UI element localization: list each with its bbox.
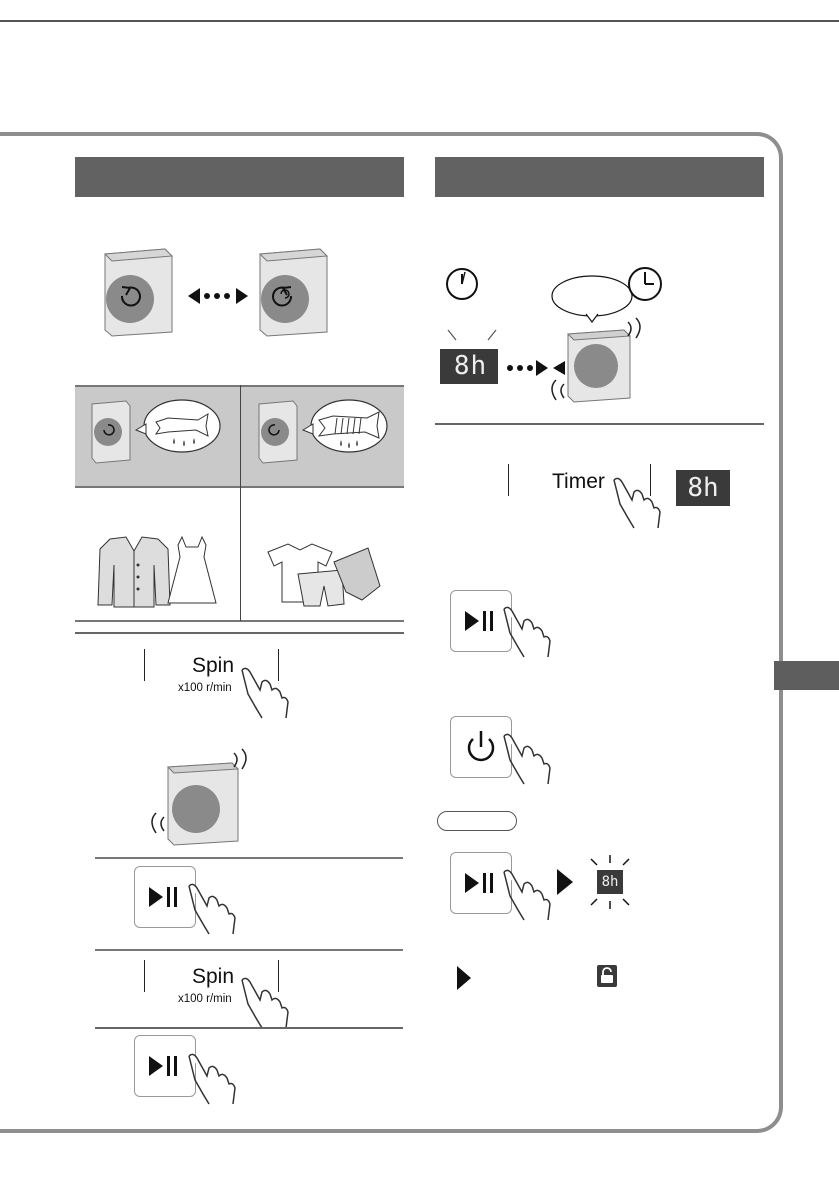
- hand-pointer-icon: [500, 866, 555, 921]
- delicate-clothes-illustration: [90, 535, 230, 610]
- timer-illustration: [440, 262, 670, 407]
- left-section-header: [75, 157, 404, 197]
- regular-clothes-illustration: [258, 540, 398, 610]
- timer-clock-icon: [447, 269, 477, 299]
- panel-divider-1: [144, 649, 145, 681]
- timer-display-small: 8h: [601, 874, 619, 890]
- strong-spin-illustration: [255, 398, 405, 468]
- timer-display-mid: 8h: [676, 470, 730, 506]
- washer-vibrating-illustration: [150, 757, 260, 847]
- right-section-header: [435, 157, 764, 197]
- step-rule-3: [95, 949, 403, 951]
- washer-right: [260, 249, 327, 336]
- step-rule-4: [95, 1027, 403, 1029]
- timer-display-large: 8h: [453, 351, 488, 381]
- step-rule-1: [75, 632, 404, 634]
- arrow-right-icon: [455, 964, 473, 994]
- hand-pointer-icon: [185, 1050, 240, 1105]
- hand-pointer-icon: [238, 974, 293, 1029]
- washer-left: [105, 249, 172, 336]
- spin-unit-label: x100 r/min: [178, 682, 232, 694]
- lock-icon: [596, 964, 618, 988]
- note-badge: [437, 811, 517, 831]
- spin-unit-label-2: x100 r/min: [178, 993, 232, 1005]
- hand-pointer-icon: [238, 664, 293, 719]
- arrow-right-icon: [555, 867, 575, 897]
- table-divider: [240, 385, 241, 621]
- timer-label[interactable]: Timer: [552, 470, 605, 493]
- spin-direction-illustration: [100, 244, 340, 339]
- top-rule: [0, 20, 839, 22]
- panel-divider-5: [508, 464, 509, 496]
- hand-pointer-icon: [500, 603, 555, 658]
- timer-clock-icon: [629, 268, 661, 300]
- gentle-spin-illustration: [88, 398, 238, 468]
- double-arrow-icon: [188, 288, 248, 304]
- spin-label[interactable]: Spin: [192, 654, 235, 677]
- right-step-rule-1: [435, 423, 764, 425]
- panel-divider-3: [144, 960, 145, 992]
- spin-label-2[interactable]: Spin: [192, 965, 235, 988]
- hand-pointer-icon: [610, 474, 665, 529]
- step-rule-2: [95, 857, 403, 859]
- hand-pointer-icon: [185, 880, 240, 935]
- hand-pointer-icon: [500, 730, 555, 785]
- chapter-tab: [774, 661, 839, 690]
